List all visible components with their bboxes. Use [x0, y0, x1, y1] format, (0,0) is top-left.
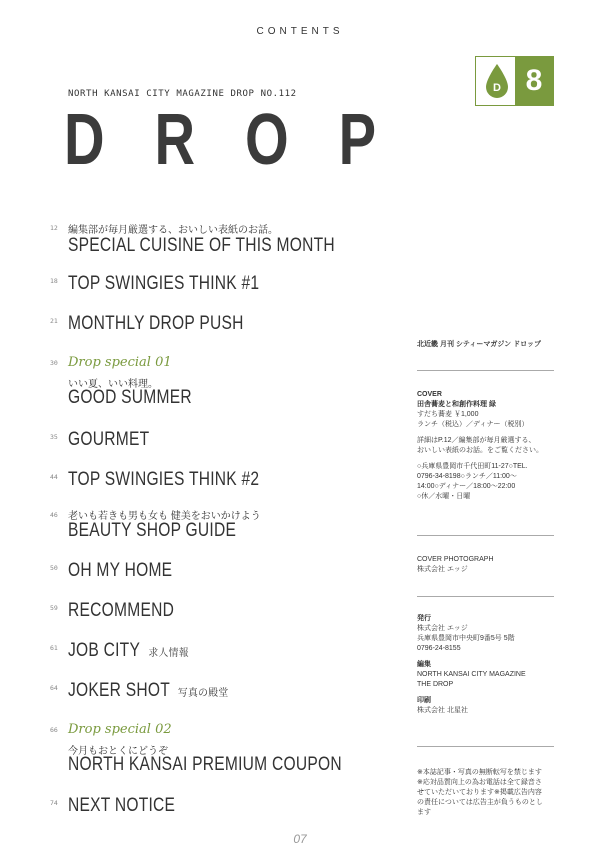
toc-title: SPECIAL CUISINE OF THIS MONTH	[68, 235, 335, 256]
drop-icon	[484, 63, 510, 99]
cover-menu-note: ランチ（税込）／ディナー（税別）	[417, 421, 529, 428]
toc-title: TOP SWINGIES THINK #2	[68, 469, 260, 490]
cover-address: ○休／水曜・日曜	[417, 493, 471, 500]
divider	[417, 746, 554, 747]
editor-label: 編集	[417, 661, 431, 668]
cover-address: ○兵庫県豊岡市千代田町11-27○TEL.	[417, 463, 528, 470]
toc-page: 44	[50, 473, 58, 481]
notice-line: ※応対品質向上の為お電話は全て録音さ	[417, 779, 542, 786]
toc-page: 66	[50, 726, 58, 734]
notice	[417, 768, 557, 818]
toc-page: 61	[50, 644, 58, 652]
toc-page: 12	[50, 224, 58, 232]
divider	[417, 370, 554, 371]
toc-title: GOURMET	[68, 429, 150, 450]
toc-title-text: JOKER SHOT	[68, 680, 171, 701]
toc-title: OH MY HOME	[68, 560, 173, 581]
toc-subtitle: 編集部が毎月厳選する、おいしい表紙のお話。	[68, 225, 278, 236]
cover-detail: 詳細はP.12／編集部が毎月厳選する、	[417, 437, 536, 444]
cover-detail: おいしい表紙のお話。をご覧ください。	[417, 447, 543, 454]
cover-address: 0796-34-8198○ランチ／11:00～	[417, 473, 517, 480]
toc-special-label: Drop special 01	[68, 355, 172, 370]
toc-title: NEXT NOTICE	[68, 795, 176, 816]
page-number: 07	[293, 832, 307, 846]
toc-title: MONTHLY DROP PUSH	[68, 313, 244, 334]
tagline: 北近畿 月刊 シティーマガジン ドロップ	[417, 341, 541, 348]
toc-title: NORTH KANSAI PREMIUM COUPON	[68, 754, 342, 775]
toc-page: 64	[50, 684, 58, 692]
toc-special-label: Drop special 02	[68, 722, 172, 737]
publisher-address: 兵庫県豊岡市中央町9番5号 5階	[417, 635, 515, 642]
toc-note: 求人情報	[148, 648, 189, 659]
notice-line: の責任については広告主が負うものとし	[417, 799, 543, 806]
publisher-tel: 0796-24-8155	[417, 645, 461, 652]
toc-title-text: JOB CITY	[68, 640, 141, 661]
cover-label: COVER	[417, 391, 442, 398]
photo-label: COVER PHOTOGRAPH	[417, 556, 494, 563]
photo-credit	[417, 555, 557, 575]
cover-menu: すだち蕎麦 ￥1,000	[417, 411, 479, 418]
toc-note: 写真の殿堂	[178, 688, 229, 699]
toc-page: 18	[50, 277, 58, 285]
page-title: D R O P	[64, 100, 394, 180]
toc-page: 30	[50, 359, 58, 367]
notice-line: せていただいております※掲載広告内容	[417, 789, 542, 796]
toc-page: 59	[50, 604, 58, 612]
publisher-label: 発行	[417, 615, 431, 622]
toc-page: 74	[50, 799, 58, 807]
toc-title	[68, 680, 229, 702]
toc-title: GOOD SUMMER	[68, 387, 192, 408]
editor-name: NORTH KANSAI CITY MAGAZINE	[417, 671, 526, 678]
notice-line: ます	[417, 809, 431, 816]
issue-number: 8	[515, 57, 553, 105]
notice-line: ※本誌記事・写真の無断転写を禁じます	[417, 769, 542, 776]
publisher-name: 株式会社 エッジ	[417, 625, 468, 632]
toc-subtitle: 今月もおとくにどうぞ	[68, 746, 168, 757]
print-label: 印刷	[417, 697, 431, 704]
toc-page: 46	[50, 511, 58, 519]
magazine-line: NORTH KANSAI CITY MAGAZINE DROP NO.112	[68, 89, 297, 99]
print-name: 株式会社 北星社	[417, 707, 468, 714]
toc-page: 21	[50, 317, 58, 325]
toc-subtitle: 老いも若きも男も女も 健美をおいかけよう	[68, 511, 261, 522]
issue-badge	[475, 56, 554, 106]
badge-letter: D	[493, 82, 501, 94]
cover-shop: 田舎蕎麦と和創作料理 緑	[417, 401, 496, 408]
divider	[417, 535, 554, 536]
toc-page: 35	[50, 433, 58, 441]
editor-name: THE DROP	[417, 681, 454, 688]
toc-subtitle: いい夏、いい料理。	[68, 379, 158, 390]
photo-name: 株式会社 エッジ	[417, 566, 468, 573]
cover-info	[417, 390, 557, 502]
toc-page: 50	[50, 564, 58, 572]
toc-title: BEAUTY SHOP GUIDE	[68, 520, 237, 541]
cover-address: 14:00○ディナー／18:00～22:00	[417, 483, 516, 490]
toc-title: RECOMMEND	[68, 600, 175, 621]
contents-heading: CONTENTS	[256, 26, 344, 37]
publisher-info	[417, 614, 557, 716]
toc-title: TOP SWINGIES THINK #1	[68, 273, 260, 294]
toc-title	[68, 640, 189, 662]
divider	[417, 596, 554, 597]
